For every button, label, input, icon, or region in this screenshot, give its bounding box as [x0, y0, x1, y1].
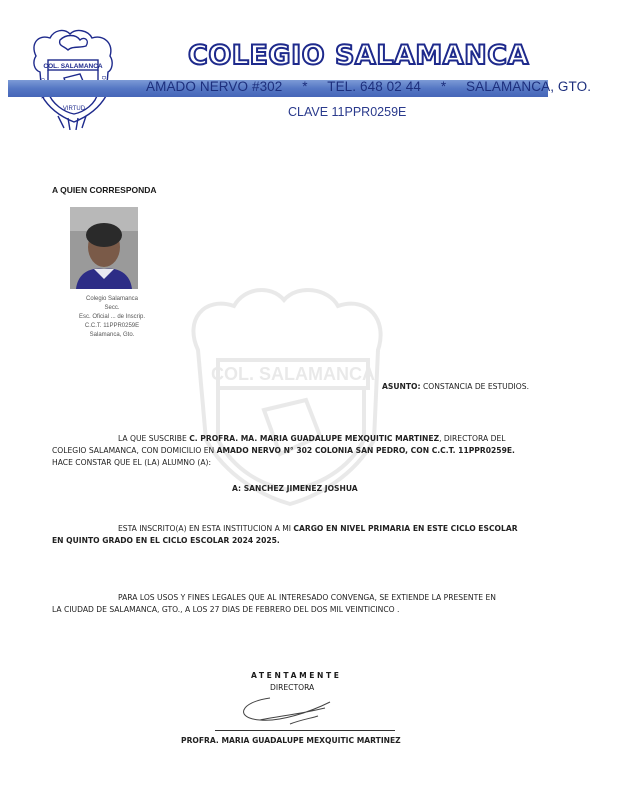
signer-name: PROFRA. MARIA GUADALUPE MEXQUITIC MARTINEZ — [181, 736, 401, 745]
stamp-line: Colegio Salamanca — [85, 296, 139, 302]
recipient: A QUIEN CORRESPONDA — [52, 185, 157, 195]
address: AMADO NERVO #302 — [146, 79, 283, 94]
paragraph3-line1: PARA LOS USOS Y FINES LEGALES QUE AL INTERESADO CONVENGA, SE EXTIENDE LA PRESENTE EN — [118, 593, 496, 602]
signature-icon — [200, 688, 400, 728]
paragraph1-line1 — [118, 433, 505, 445]
subject-label: ASUNTO: — [382, 382, 421, 391]
text: CARGO EN NIVEL PRIMARIA EN ESTE CICLO ESCOLAR — [293, 524, 518, 533]
phone: TEL. 648 02 44 — [327, 79, 421, 94]
student-name: A: SANCHEZ JIMENEZ JOSHUA — [232, 484, 358, 493]
subject-line — [382, 381, 529, 393]
subject-value: CONSTANCIA DE ESTUDIOS. — [422, 382, 529, 391]
text: ESTA INSCRITO(A) EN ESTA INSTITUCION A MI — [118, 524, 294, 533]
text: , DIRECTORA DEL — [439, 434, 506, 443]
official-stamp — [52, 295, 172, 340]
paragraph1-line2 — [52, 445, 515, 457]
school-clave: CLAVE 11PPR0259E — [288, 105, 407, 119]
stamp-line: Secc. — [104, 305, 120, 311]
signer-title: DIRECTORA — [270, 683, 315, 692]
paragraph2-line2: EN QUINTO GRADO EN EL CICLO ESCOLAR 2024 2025. — [52, 536, 280, 545]
separator: * — [302, 79, 308, 94]
school-address: AMADO NERVO N° 302 COLONIA SAN PEDRO, CON C.C.T. 11PPR0259E. — [216, 446, 515, 455]
stamp-line: C.C.T. 11PPR0259E — [84, 323, 140, 329]
logo-text: COL. SALAMANCA — [43, 63, 103, 70]
school-name: COLEGIO SALAMANCA — [188, 40, 529, 71]
svg-text:VIRTUD: VIRTUD — [62, 106, 86, 112]
city: SALAMANCA, GTO. — [466, 79, 592, 94]
paragraph2-line1 — [118, 523, 518, 535]
text: COLEGIO SALAMANCA, CON DOMICILIO EN — [52, 446, 217, 455]
contact-line — [146, 79, 592, 98]
stamp-line: Salamanca, Gto. — [89, 332, 135, 338]
closing-salutation: ATENTAMENTE — [251, 671, 342, 680]
watermark-logo-icon — [178, 280, 408, 510]
stamp-line: Esc. Oficial ... de Inscrip. — [78, 314, 146, 320]
school-logo-icon — [28, 26, 120, 130]
separator: * — [440, 79, 447, 94]
signature-line — [215, 730, 395, 731]
paragraph1-line3: HACE CONSTAR QUE EL (LA) ALUMNO (A): — [52, 458, 212, 467]
paragraph3-line2: LA CIUDAD DE SALAMANCA, GTO., A LOS 27 DIAS DE FEBRERO DEL DOS MIL VEINTICINCO . — [52, 605, 400, 614]
watermark-text: COL. SALAMANCA — [211, 364, 375, 384]
director-name: C. PROFRA. MA. MARIA GUADALUPE MEXQUITIC MARTINEZ — [189, 434, 440, 443]
text: LA QUE SUSCRIBE — [118, 434, 190, 443]
student-photo — [70, 207, 138, 289]
